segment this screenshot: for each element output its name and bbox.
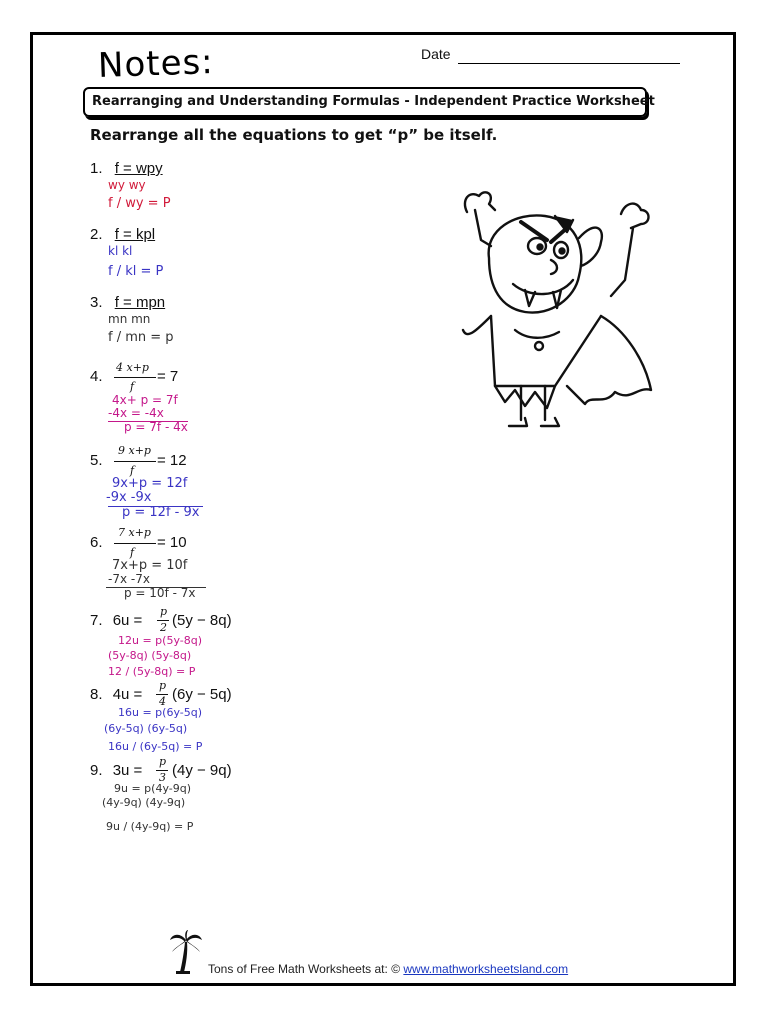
footer-link[interactable]: www.mathworksheetsland.com <box>403 962 569 976</box>
problem-number: 9. <box>90 762 103 779</box>
work-line: f / kl = P <box>108 264 164 279</box>
fraction-denominator: f <box>130 546 135 559</box>
problem-number: 8. <box>90 686 103 703</box>
work-line: (6y-5q) (6y-5q) <box>104 722 188 735</box>
work-line: (4y-9q) (4y-9q) <box>102 796 186 809</box>
problem-equation: f = mpn <box>114 294 166 311</box>
problem-6-number: 6. <box>90 534 103 551</box>
palm-tree-icon <box>170 930 202 974</box>
work-line: p = 10f - 7x <box>124 586 196 600</box>
fraction-denominator: 4 <box>159 695 166 708</box>
problem-number: 7. <box>90 612 103 629</box>
work-line: (5y-8q) (5y-8q) <box>108 649 192 662</box>
problem-7 <box>90 612 142 629</box>
date-field-line[interactable] <box>458 63 680 64</box>
work-line: -4x = -4x <box>108 406 164 420</box>
work-line: 4x+ p = 7f <box>112 393 178 407</box>
work-line: f / wy = P <box>108 196 171 211</box>
work-line: 9u / (4y-9q) = P <box>106 820 194 833</box>
problem-number: 3. <box>90 294 103 311</box>
fraction-denominator: 3 <box>159 771 166 784</box>
work-line: 7x+p = 10f <box>112 558 188 573</box>
equation-rhs: = 7 <box>157 368 179 385</box>
work-line: 16u / (6y-5q) = P <box>108 740 203 753</box>
footer-text: Tons of Free Math Worksheets at: © <box>208 962 401 976</box>
problem-equation: f = wpy <box>114 160 163 177</box>
equation-lhs: 6u = <box>112 612 143 629</box>
work-line: f / mn = p <box>108 330 174 345</box>
work-line: p = 12f - 9x <box>122 505 200 520</box>
work-line: 16u = p(6y-5q) <box>118 706 203 719</box>
problem-2 <box>90 226 155 243</box>
fraction-denominator: f <box>130 464 135 477</box>
work-line: 12 / (5y-8q) = P <box>108 665 196 678</box>
equation-rhs: (5y − 8q) <box>172 612 232 629</box>
problem-number: 1. <box>90 160 103 177</box>
fraction-denominator: f <box>130 380 135 393</box>
work-line: mn mn <box>108 312 151 326</box>
fraction-numerator: 4 x+p <box>116 361 149 374</box>
work-line: 9x+p = 12f <box>112 476 188 491</box>
fraction-denominator: 2 <box>160 621 167 634</box>
equation-rhs: (4y − 9q) <box>172 762 232 779</box>
equation-rhs: (6y − 5q) <box>172 686 232 703</box>
work-line: 9u = p(4y-9q) <box>114 782 192 795</box>
work-line: kl kl <box>108 244 133 258</box>
work-line: -7x -7x <box>108 572 150 586</box>
problem-9 <box>90 762 142 779</box>
vampire-cartoon <box>455 180 655 442</box>
fraction-numerator: p <box>159 755 167 768</box>
problem-5-number: 5. <box>90 452 103 469</box>
problem-equation: f = kpl <box>114 226 156 243</box>
footer <box>208 962 568 976</box>
problem-4-number: 4. <box>90 368 103 385</box>
problem-1 <box>90 160 163 177</box>
work-line: wy wy <box>108 178 146 192</box>
equation-rhs: = 10 <box>157 534 187 551</box>
problem-number: 2. <box>90 226 103 243</box>
fraction-bar <box>114 543 156 544</box>
fraction-numerator: p <box>159 679 167 692</box>
fraction-numerator: 9 x+p <box>118 444 151 457</box>
work-line: p = 7f - 4x <box>124 420 188 434</box>
worksheet-title: Rearranging and Understanding Formulas - Independent Practice Worksheet <box>92 94 655 109</box>
problem-3 <box>90 294 165 311</box>
notes-heading: Notes: <box>97 41 215 87</box>
fraction-numerator: p <box>160 605 168 618</box>
equation-rhs: = 12 <box>157 452 187 469</box>
equation-lhs: 4u = <box>112 686 143 703</box>
instruction: Rearrange all the equations to get “p” be itself. <box>90 126 498 144</box>
fraction-bar <box>114 377 156 378</box>
fraction-bar <box>114 461 156 462</box>
work-line: 12u = p(5y-8q) <box>118 634 203 647</box>
date-label: Date <box>421 46 451 62</box>
problem-8 <box>90 686 142 703</box>
equation-lhs: 3u = <box>112 762 143 779</box>
fraction-numerator: 7 x+p <box>118 526 151 539</box>
work-line: -9x -9x <box>106 490 152 505</box>
